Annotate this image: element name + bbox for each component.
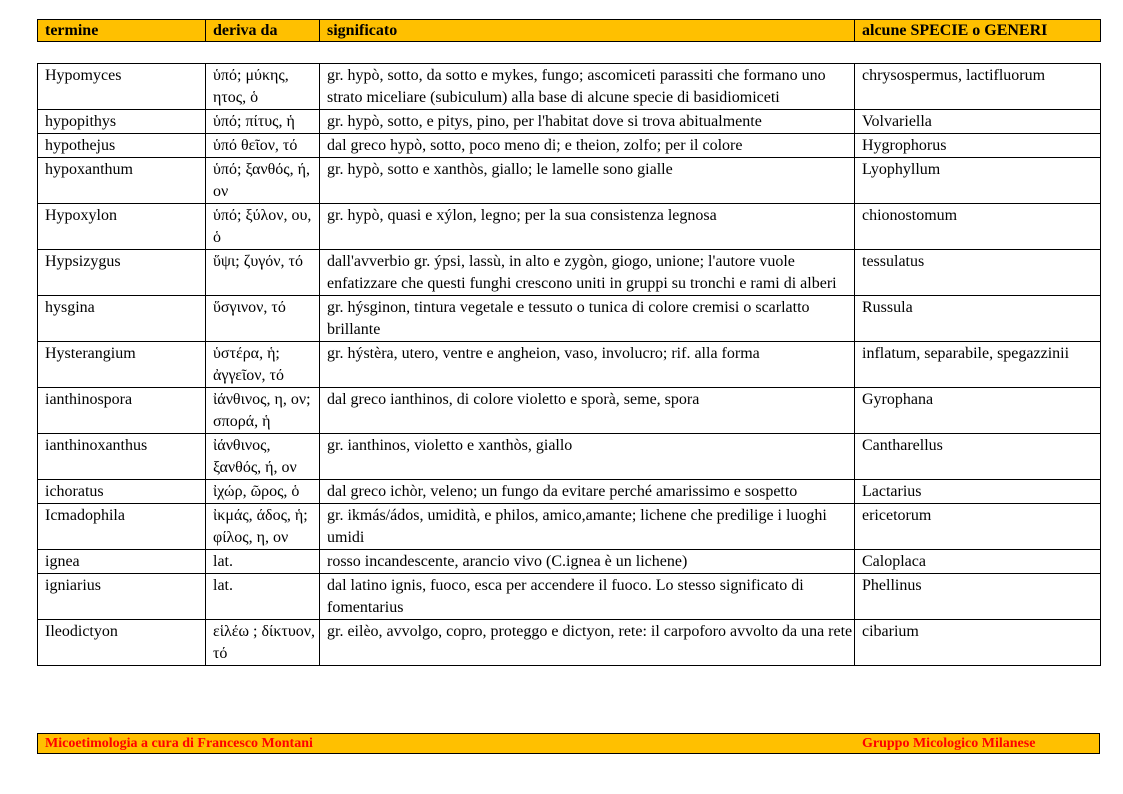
- header-termine: termine: [38, 20, 206, 42]
- header-significato: significato: [320, 20, 855, 42]
- cell-significato: gr. hypò, sotto, da sotto e mykes, fungo; ascomiceti parassiti che formano uno strato miceliare (subiculum) alla base di alcune specie di basidiomiceti: [320, 64, 855, 110]
- cell-deriva-da: lat.: [206, 550, 320, 574]
- cell-termine: ianthinoxanthus: [38, 434, 206, 480]
- cell-termine: Ileodictyon: [38, 620, 206, 666]
- cell-significato: gr. ikmás/ádos, umidità, e philos, amico,amante; lichene che predilige i luoghi umidi: [320, 504, 855, 550]
- cell-specie: chionostomum: [855, 204, 1101, 250]
- cell-significato: dal greco ianthinos, di colore violetto e sporà, seme, spora: [320, 388, 855, 434]
- table-row: [38, 434, 1101, 480]
- table-row: [38, 550, 1101, 574]
- cell-deriva-da: ὑπό; μύκης, ητος, ὁ: [206, 64, 320, 110]
- cell-specie: inflatum, separabile, spegazzinii: [855, 342, 1101, 388]
- cell-deriva-da: ὑπό; ξανθός, ή, ον: [206, 158, 320, 204]
- cell-deriva-da: ἰχώρ, ῶρος, ὁ: [206, 480, 320, 504]
- etymology-table: [37, 63, 1101, 666]
- cell-deriva-da: ὑστέρα, ἡ; ἀγγεῖον, τό: [206, 342, 320, 388]
- table-row: [38, 204, 1101, 250]
- table-row: [38, 64, 1101, 110]
- cell-specie: Cantharellus: [855, 434, 1101, 480]
- cell-deriva-da: ἰάνθινος, ξανθός, ή, ον: [206, 434, 320, 480]
- table-row: [38, 574, 1101, 620]
- footer-author: Micoetimologia a cura di Francesco Montani: [45, 736, 313, 751]
- table-row: [38, 620, 1101, 666]
- cell-deriva-da: ἰάνθινος, η, ον; σπορά, ἡ: [206, 388, 320, 434]
- column-header-bar: [37, 19, 1101, 42]
- page-footer: [37, 733, 1100, 754]
- cell-termine: ignea: [38, 550, 206, 574]
- cell-specie: cibarium: [855, 620, 1101, 666]
- cell-termine: hypopithys: [38, 110, 206, 134]
- cell-termine: ichoratus: [38, 480, 206, 504]
- cell-specie: Volvariella: [855, 110, 1101, 134]
- cell-specie: Gyrophana: [855, 388, 1101, 434]
- cell-termine: ianthinospora: [38, 388, 206, 434]
- table-row: [38, 296, 1101, 342]
- cell-significato: gr. eilèo, avvolgo, copro, proteggo e dictyon, rete: il carpoforo avvolto da una rete: [320, 620, 855, 666]
- cell-significato: dall'avverbio gr. ýpsi, lassù, in alto e zygòn, giogo, unione; l'autore vuole enfatizzare che questi funghi crescono uniti in gruppi su tronchi e rami di alberi: [320, 250, 855, 296]
- table-row: [38, 250, 1101, 296]
- header-row: [38, 20, 1101, 42]
- cell-significato: dal greco hypò, sotto, poco meno di; e theion, zolfo; per il colore: [320, 134, 855, 158]
- cell-significato: gr. hypò, sotto, e pitys, pino, per l'habitat dove si trova abitualmente: [320, 110, 855, 134]
- cell-specie: Russula: [855, 296, 1101, 342]
- cell-termine: hysgina: [38, 296, 206, 342]
- table-row: [38, 342, 1101, 388]
- cell-specie: Caloplaca: [855, 550, 1101, 574]
- cell-deriva-da: ἰκμάς, άδος, ἡ; φίλος, η, ον: [206, 504, 320, 550]
- cell-termine: hypoxanthum: [38, 158, 206, 204]
- table-row: [38, 504, 1101, 550]
- table-row: [38, 388, 1101, 434]
- cell-significato: gr. hýstèra, utero, ventre e angheion, vaso, involucro; rif. alla forma: [320, 342, 855, 388]
- cell-specie: Phellinus: [855, 574, 1101, 620]
- cell-deriva-da: ὑπό; πίτυς, ἡ: [206, 110, 320, 134]
- cell-significato: gr. ianthinos, violetto e xanthòs, giallo: [320, 434, 855, 480]
- cell-significato: gr. hýsginon, tintura vegetale e tessuto o tunica di colore cremisi o scarlatto brillante: [320, 296, 855, 342]
- cell-significato: gr. hypò, sotto e xanthòs, giallo; le lamelle sono gialle: [320, 158, 855, 204]
- table-row: [38, 134, 1101, 158]
- cell-significato: dal greco ichòr, veleno; un fungo da evitare perché amarissimo e sospetto: [320, 480, 855, 504]
- table-row: [38, 110, 1101, 134]
- cell-specie: ericetorum: [855, 504, 1101, 550]
- cell-deriva-da: ὕσγινον, τό: [206, 296, 320, 342]
- cell-termine: Hypomyces: [38, 64, 206, 110]
- table-row: [38, 158, 1101, 204]
- cell-deriva-da: εἱλέω ; δίκτυον, τό: [206, 620, 320, 666]
- cell-termine: Hysterangium: [38, 342, 206, 388]
- footer-group: Gruppo Micologico Milanese: [862, 736, 1036, 751]
- cell-specie: Hygrophorus: [855, 134, 1101, 158]
- table-row: [38, 480, 1101, 504]
- cell-specie: Lyophyllum: [855, 158, 1101, 204]
- cell-specie: Lactarius: [855, 480, 1101, 504]
- header-deriva-da: deriva da: [206, 20, 320, 42]
- cell-specie: chrysospermus, lactifluorum: [855, 64, 1101, 110]
- cell-deriva-da: ὕψι; ζυγόν, τό: [206, 250, 320, 296]
- cell-significato: rosso incandescente, arancio vivo (C.ignea è un lichene): [320, 550, 855, 574]
- cell-termine: igniarius: [38, 574, 206, 620]
- cell-significato: dal latino ignis, fuoco, esca per accendere il fuoco. Lo stesso significato di fomentarius: [320, 574, 855, 620]
- cell-termine: Hypsizygus: [38, 250, 206, 296]
- header-specie-generi: alcune SPECIE o GENERI: [855, 20, 1101, 42]
- cell-specie: tessulatus: [855, 250, 1101, 296]
- cell-deriva-da: lat.: [206, 574, 320, 620]
- cell-deriva-da: ὑπό; ξύλον, ου, ὁ: [206, 204, 320, 250]
- cell-termine: Hypoxylon: [38, 204, 206, 250]
- cell-termine: Icmadophila: [38, 504, 206, 550]
- cell-significato: gr. hypò, quasi e xýlon, legno; per la sua consistenza legnosa: [320, 204, 855, 250]
- cell-deriva-da: ὑπό θεῖον, τό: [206, 134, 320, 158]
- cell-termine: hypothejus: [38, 134, 206, 158]
- table-body: [38, 64, 1101, 666]
